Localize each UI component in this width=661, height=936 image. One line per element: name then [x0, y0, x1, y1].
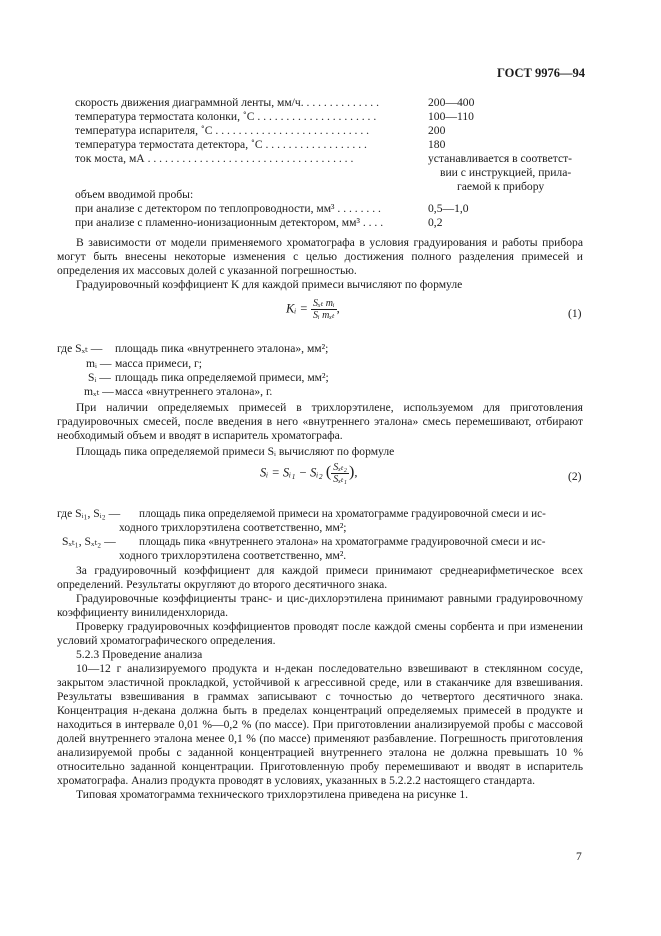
- condition-note: вии с инструкцией, прила-: [440, 166, 572, 179]
- formula-fraction: [311, 298, 337, 321]
- def-text: площадь пика определяемой примеси, мм²;: [115, 371, 329, 384]
- def-term: Sᵢ —: [88, 371, 111, 384]
- paragraph: За градуировочный коэффициент для каждой примеси принимают среднеарифметическое всех определений. Результаты округляют до второго десятичного знака.: [57, 564, 583, 591]
- paragraph: Проверку градуировочных коэффициентов проводят после каждой смены сорбента и при изменении условий хроматографического определения.: [57, 620, 583, 647]
- paragraph: Типовая хроматограмма технического трихлорэтилена приведена на рисунке 1.: [76, 788, 469, 801]
- condition-label: температура испарителя, ˚С . . . . . . . . . . . . . . . . . . . . . . . . . . .: [75, 124, 370, 137]
- equation-number: (2): [568, 470, 582, 483]
- def-text: ходного трихлорэтилена соответственно, мм²;: [119, 521, 347, 534]
- sample-volume-title: объем вводимой пробы:: [75, 188, 194, 201]
- paragraph: Градуировочные коэффициенты транс- и цис-дихлорэтилена принимают равными градуировочному коэффициенту винилиденхлорида.: [57, 592, 583, 619]
- def-text: масса «внутреннего эталона», г.: [115, 385, 273, 398]
- formula-denominator: Sₓₜ₁: [333, 474, 347, 485]
- condition-label: скорость движения диаграммной ленты, мм/ч. . . . . . . . . . . . . .: [75, 96, 379, 109]
- formula-2: [260, 462, 357, 485]
- paragraph: 10—12 г анализируемого продукта и н-декан последовательно взвешивают в стеклянном сосуде, закрытом эластичной прокладкой, устойчивой к агрессивной среде, или в стаканчике для взвешивания. Результаты взвешивания в граммах записывают с точностью до четвертого десятичного знака. Концентрация н-декана должна быть в пределах концентраций определяемых примесей в продукте и находиться в интервале 0,01 %—0,2 % (по массе). При приготовлении анализируемой пробы с массовой долей внутреннего эталона менее 0,1 % (по массе) применяют разбавление. Погрешность приготовления анализируемой пробы с заданной концентрацией внутреннего эталона не должна превышать 10 % относительно заданной концентрации. Приготовленную пробу перемешивают и вводят в испаритель хроматографа. Анализ продукта проводят в условиях, указанных в 5.2.2.2 настоящего стандарта.: [57, 662, 583, 787]
- sample-volume-value: 0,2: [428, 216, 443, 229]
- condition-label: ток моста, мА . . . . . . . . . . . . . . . . . . . . . . . . . . . . . . . . . . . .: [75, 152, 354, 165]
- def-term: Sₓₜ₁, Sₓₜ₂ —: [62, 535, 116, 548]
- condition-value: 200: [428, 124, 446, 137]
- formula-lhs: Sᵢ = Sᵢ₁ − Sᵢ₂: [260, 465, 323, 480]
- def-text: площадь пика определяемой примеси на хроматограмме градуировочной смеси и ис-: [139, 508, 546, 520]
- condition-label: температура термостата детектора, ˚С . . . . . . . . . . . . . . . . . .: [75, 138, 367, 151]
- paragraph: Градуировочный коэффициент K для каждой примеси вычисляют по формуле: [76, 278, 463, 291]
- def-text: площадь пика «внутреннего эталона», мм²;: [115, 342, 329, 355]
- condition-value: 180: [428, 138, 446, 151]
- condition-value: устанавливается в соответст-: [428, 152, 573, 165]
- def-term: где Sₓₜ —: [57, 342, 103, 355]
- formula-fraction: [331, 462, 349, 485]
- formula-numerator: Sₓₜ mᵢ: [313, 298, 335, 309]
- def-text: ходного трихлорэтилена соответственно, мм².: [119, 549, 347, 562]
- formula-1: [286, 298, 340, 321]
- def-term: mᵢ —: [86, 357, 112, 370]
- condition-note: гаемой к прибору: [457, 180, 545, 193]
- def-term: mₓₜ —: [84, 385, 114, 398]
- equation-number: (1): [568, 307, 582, 320]
- formula-numerator: Sₓₜ₂: [333, 462, 347, 473]
- formula-lhs: Kᵢ =: [286, 301, 308, 316]
- sample-volume-label: при анализе с детектором по теплопроводности, мм³ . . . . . . . .: [75, 202, 381, 215]
- paragraph: В зависимости от модели применяемого хроматографа в условия градуирования и работы прибора могут быть внесены некоторые изменения с целью достижения полного разделения примесей и определения их массовых долей с указанной погрешностью.: [57, 236, 583, 277]
- condition-value: 200—400: [428, 96, 475, 109]
- sample-volume-value: 0,5—1,0: [428, 202, 469, 215]
- document-header: ГОСТ 9976—94: [497, 66, 586, 80]
- def-text: масса примеси, г;: [115, 357, 202, 370]
- section-heading: 5.2.3 Проведение анализа: [76, 648, 203, 661]
- page-number: 7: [576, 850, 582, 863]
- formula-paren-close: ): [349, 463, 355, 481]
- def-term: где Sᵢ₁, Sᵢ₂ —: [57, 507, 121, 520]
- formula-paren-open: (: [325, 463, 332, 481]
- formula-denominator: Sᵢ mₓₜ: [313, 310, 335, 321]
- formula-tail: ,: [336, 301, 340, 316]
- paragraph: При наличии определяемых примесей в трихлорэтилене, используемом для приготовления градуировочных смесей, после введения в него «внутреннего эталона» смесь перемешивают, отбирают необходимый объем и вводят в испаритель хроматографа.: [57, 401, 583, 442]
- def-text: площадь пика «внутреннего эталона» на хроматограмме градуировочной смеси и ис-: [139, 536, 546, 548]
- condition-label: температура термостата колонки, ˚С . . . . . . . . . . . . . . . . . . . . .: [75, 110, 377, 123]
- formula-tail: ,: [354, 465, 358, 480]
- sample-volume-label: при анализе с пламенно-ионизационным детектором, мм³ . . . .: [75, 216, 384, 229]
- condition-value: 100—110: [428, 110, 474, 123]
- paragraph: Площадь пика определяемой примеси Sᵢ вычисляют по формуле: [76, 445, 395, 458]
